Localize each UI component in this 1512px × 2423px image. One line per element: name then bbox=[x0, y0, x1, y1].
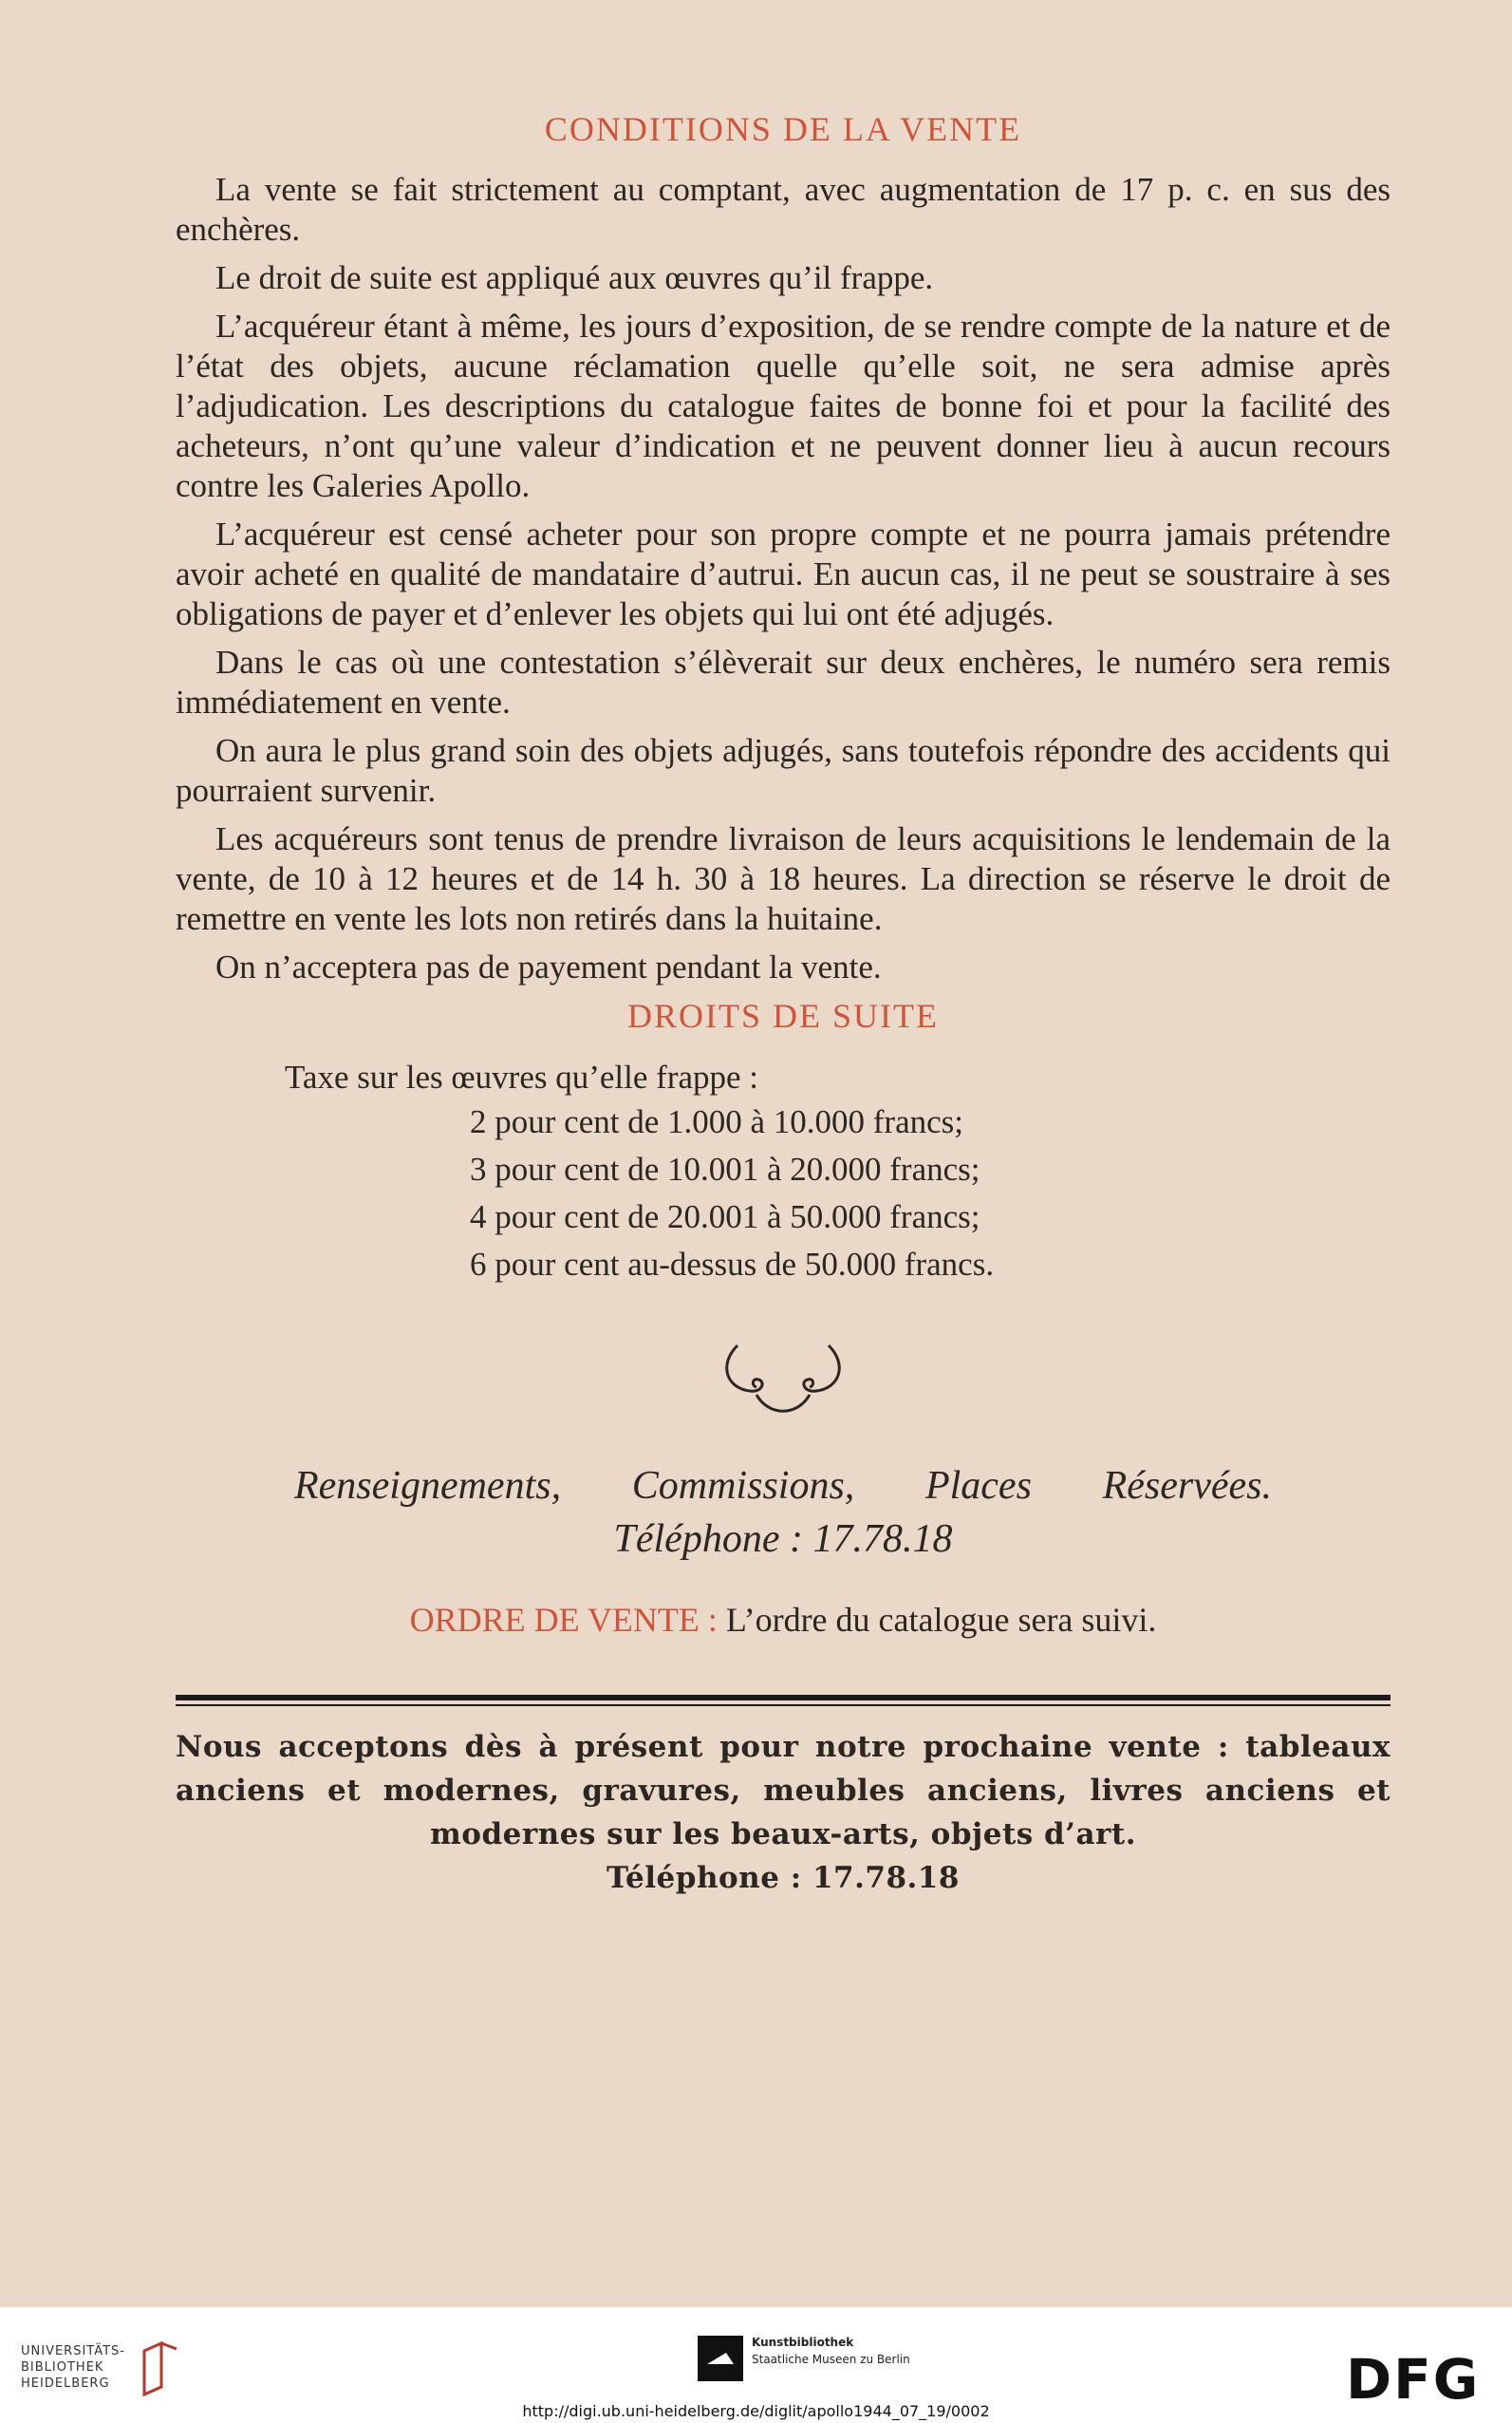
tax-intro: Taxe sur les œuvres qu’elle frappe : bbox=[285, 1059, 759, 1096]
ornament-flourish-icon bbox=[717, 1336, 849, 1421]
digitization-footer bbox=[0, 2307, 1512, 2423]
page-content bbox=[176, 109, 1391, 1900]
condition-paragraph: Dans le cas où une contestation s’élèverait sur deux enchères, le numéro sera remis immédiatement en vente. bbox=[176, 644, 1391, 721]
announcement-telephone: Téléphone : 17.78.18 bbox=[607, 1861, 960, 1895]
uni-line: BIBLIOTHEK bbox=[21, 2360, 104, 2375]
ordre-de-vente bbox=[176, 1600, 1391, 1640]
tax-line: 2 pour cent de 1.000 à 10.000 francs; bbox=[470, 1103, 963, 1140]
source-url[interactable]: http://digi.ub.uni-heidelberg.de/diglit/apollo1944_07_19/0002 bbox=[522, 2402, 990, 2420]
info-block bbox=[176, 1459, 1391, 1566]
tax-line: 3 pour cent de 10.001 à 20.000 francs; bbox=[470, 1151, 980, 1188]
kb-logo-icon bbox=[698, 2336, 743, 2381]
info-telephone: Téléphone : 17.78.18 bbox=[613, 1517, 953, 1561]
uni-line: HEIDELBERG bbox=[21, 2376, 110, 2391]
condition-paragraph: Les acquéreurs sont tenus de prendre livraison de leurs acquisitions le lendemain de la vente, de 10 à 12 heures et de 14 h. 30 à 18 heures. La direction se réserve le droit de remettre en vente les lots non retirés dans la huitaine. bbox=[176, 820, 1391, 937]
info-item: Renseignements, bbox=[294, 1464, 562, 1508]
divider-thin bbox=[176, 1704, 1391, 1706]
conditions-title: CONDITIONS DE LA VENTE bbox=[544, 110, 1022, 148]
condition-paragraph: L’acquéreur étant à même, les jours d’exposition, de se rendre compte de la nature et de l’état des objets, aucune réclamation quelle qu’elle soit, ne sera admise après l’adjudication. Les descriptions du catalogue faites de bonne foi et pour la facilité des acheteurs, n’ont qu’une valeur d’indication et ne peuvent donner lieu à aucun recours contre les Galeries Apollo. bbox=[176, 308, 1391, 504]
condition-paragraph: On n’acceptera pas de payement pendant la vente. bbox=[215, 949, 882, 986]
droits-title: DROITS DE SUITE bbox=[627, 997, 939, 1035]
condition-paragraph: L’acquéreur est censé acheter pour son propre compte et ne pourra jamais prétendre avoir acheté en qualité de mandataire d’autrui. En aucun cas, il ne peut se soustraire à ses obligations de payer et d’enlever les objets qui lui ont été adjugés. bbox=[176, 516, 1391, 632]
ordre-text: L’ordre du catalogue sera suivi. bbox=[725, 1601, 1157, 1639]
tax-line: 4 pour cent de 20.001 à 50.000 francs; bbox=[470, 1198, 980, 1235]
condition-paragraph: Le droit de suite est appliqué aux œuvres qu’il frappe. bbox=[215, 259, 934, 296]
tax-line: 6 pour cent au-dessus de 50.000 francs. bbox=[470, 1246, 995, 1283]
info-item: Commissions, bbox=[631, 1464, 855, 1508]
condition-paragraph: On aura le plus grand soin des objets adjugés, sans toutefois répondre des accidents qui pourraient survenir. bbox=[176, 732, 1391, 809]
kb-title: Kunstbibliothek bbox=[752, 2336, 854, 2349]
info-item: Réservées. bbox=[1102, 1464, 1272, 1508]
uni-line: UNIVERSITÄTS- bbox=[21, 2344, 125, 2358]
condition-paragraph: La vente se fait strictement au comptant, avec augmentation de 17 p. c. en sus des enchères. bbox=[176, 171, 1391, 248]
info-item: Places bbox=[924, 1464, 1032, 1508]
announcement-text: Nous acceptons dès à présent pour notre prochaine vente : tableaux anciens et modernes, gravures, meubles anciens, livres anciens et modernes sur les beaux-arts, objets d’art. bbox=[176, 1730, 1391, 1851]
kb-subtitle: Staatliche Museen zu Berlin bbox=[752, 2353, 910, 2366]
uni-logo-icon bbox=[139, 2341, 180, 2396]
divider-thick bbox=[176, 1695, 1391, 1700]
uni-library-label bbox=[21, 2343, 125, 2392]
announcement bbox=[176, 1725, 1391, 1900]
kb-label bbox=[752, 2334, 910, 2368]
ordre-label: ORDRE DE VENTE : bbox=[409, 1601, 718, 1639]
info-items bbox=[294, 1459, 1272, 1512]
dfg-logo: DFG bbox=[1346, 2347, 1481, 2412]
